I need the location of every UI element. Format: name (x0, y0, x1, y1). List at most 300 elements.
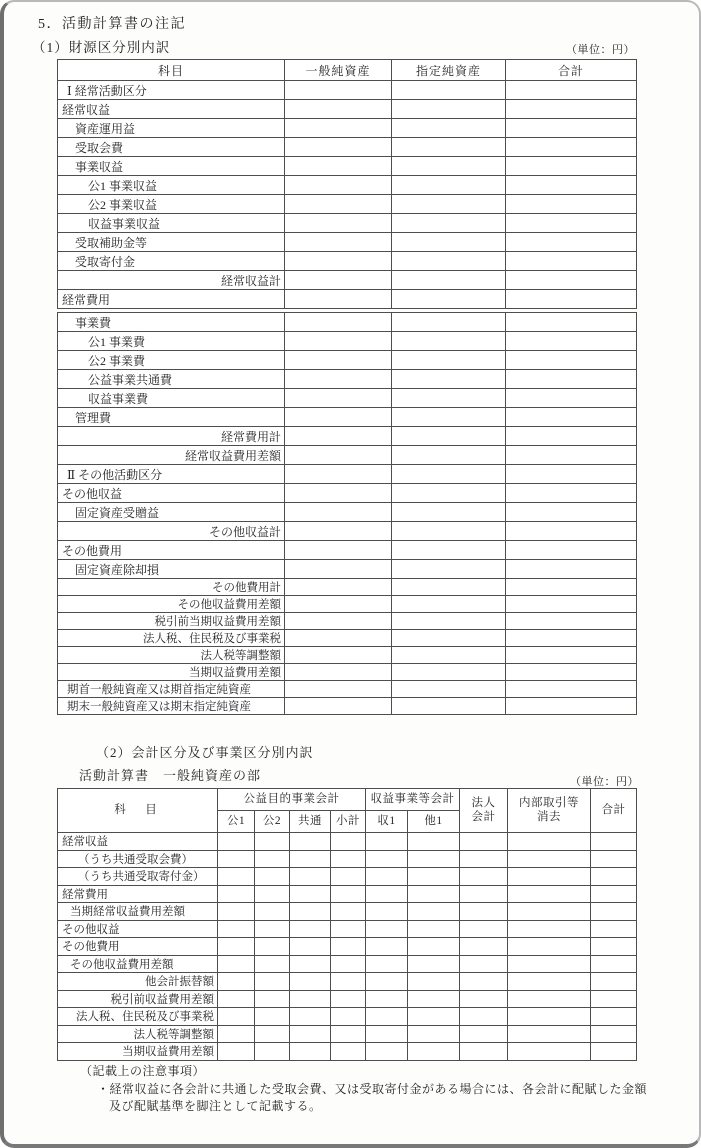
value-cell (290, 850, 331, 868)
value-cell (591, 955, 637, 973)
value-cell (392, 119, 506, 138)
value-cell (460, 990, 508, 1008)
value-cell (506, 503, 637, 522)
row-label: 固定資産受贈益 (58, 503, 285, 522)
value-cell (285, 541, 392, 560)
value-cell (506, 596, 637, 613)
value-cell (392, 560, 506, 579)
row-label: 受取補助金等 (58, 233, 285, 252)
value-cell (392, 664, 506, 681)
table-row (58, 990, 637, 1008)
row-label: その他収益計 (58, 522, 285, 541)
table-row (58, 885, 637, 903)
value-cell (460, 850, 508, 868)
value-cell (408, 903, 460, 921)
value-cell (506, 233, 637, 252)
value-cell (591, 1008, 637, 1026)
value-cell (392, 233, 506, 252)
row-label: Ⅱ その他活動区分 (58, 465, 285, 484)
value-cell (506, 389, 637, 408)
value-cell (285, 427, 392, 446)
value-cell (290, 868, 331, 886)
value-cell (366, 973, 408, 991)
table-row (58, 370, 637, 389)
table-row (58, 1025, 637, 1043)
value-cell (392, 332, 506, 351)
table-header-row-1 (58, 789, 637, 811)
value-cell (331, 990, 366, 1008)
value-cell (392, 408, 506, 427)
table-row (58, 596, 637, 613)
row-label: 経常費用 (58, 290, 285, 309)
group-header-profit-business: 収益事業等会計 (366, 789, 460, 811)
value-cell (392, 698, 506, 715)
value-cell (285, 252, 392, 271)
value-cell (285, 313, 392, 332)
value-cell (506, 100, 637, 119)
section2-heading: （2）会計区分及び事業区分別内訳 (96, 745, 314, 760)
row-label: 期末一般純資産又は期末指定純資産 (58, 698, 285, 715)
row-label: 経常収益費用差額 (58, 446, 285, 465)
col-header-subject: 科 目 (58, 789, 218, 833)
table-row (58, 920, 637, 938)
value-cell (285, 630, 392, 647)
table-row (58, 351, 637, 370)
value-cell (408, 938, 460, 956)
table-row (58, 503, 637, 522)
value-cell (285, 176, 392, 195)
value-cell (290, 1025, 331, 1043)
value-cell (392, 176, 506, 195)
value-cell (392, 100, 506, 119)
value-cell (591, 1025, 637, 1043)
value-cell (506, 465, 637, 484)
value-cell (255, 885, 290, 903)
value-cell (506, 579, 637, 596)
row-label: 資産運用益 (58, 119, 285, 138)
value-cell (508, 903, 591, 921)
row-label: 公1 事業収益 (58, 176, 285, 195)
table-row (58, 313, 637, 332)
table-row (58, 465, 637, 484)
row-label: 経常費用計 (58, 427, 285, 446)
value-cell (408, 920, 460, 938)
value-cell (506, 252, 637, 271)
col-header-designated-net-assets: 指定純資産 (392, 60, 506, 81)
value-cell (290, 885, 331, 903)
value-cell (506, 313, 637, 332)
statement-subtitle: 活動計算書 一般純資産の部 (79, 768, 262, 783)
value-cell (506, 290, 637, 309)
row-label: 収益事業費 (58, 389, 285, 408)
table-row (58, 1043, 637, 1061)
value-cell (392, 503, 506, 522)
value-cell (366, 850, 408, 868)
table-row (58, 630, 637, 647)
value-cell (218, 990, 255, 1008)
table-row (58, 868, 637, 886)
value-cell (290, 955, 331, 973)
value-cell (508, 955, 591, 973)
value-cell (460, 920, 508, 938)
value-cell (392, 484, 506, 503)
value-cell (331, 955, 366, 973)
value-cell (331, 920, 366, 938)
note-item: ・経常収益に各会計に共通した受取会費、又は受取寄付金がある場合には、各会計に配賦した金額及び配賦基準を脚注として記載する。 (97, 1082, 648, 1113)
value-cell (392, 313, 506, 332)
value-cell (366, 990, 408, 1008)
value-cell (506, 484, 637, 503)
value-cell (218, 833, 255, 851)
value-cell (285, 233, 392, 252)
row-label: 事業収益 (58, 157, 285, 176)
value-cell (508, 833, 591, 851)
table-row (58, 698, 637, 715)
value-cell (460, 885, 508, 903)
row-label: その他収益 (58, 484, 285, 503)
row-label: その他収益費用差額 (58, 955, 218, 973)
table-row (58, 955, 637, 973)
table-row (58, 427, 637, 446)
table-row (58, 138, 637, 157)
col-header-internal-elimination (508, 789, 591, 833)
value-cell (331, 1043, 366, 1061)
col-header-shu1: 収1 (366, 811, 408, 833)
corporate-account-line2: 会計 (471, 810, 496, 823)
value-cell (218, 920, 255, 938)
value-cell (285, 446, 392, 465)
value-cell (285, 647, 392, 664)
table-row (58, 100, 637, 119)
value-cell (392, 351, 506, 370)
value-cell (591, 885, 637, 903)
group-header-public-benefit: 公益目的事業会計 (218, 789, 366, 811)
table-row (58, 938, 637, 956)
value-cell (591, 938, 637, 956)
value-cell (591, 833, 637, 851)
value-cell (506, 446, 637, 465)
value-cell (408, 955, 460, 973)
value-cell (218, 868, 255, 886)
value-cell (218, 955, 255, 973)
value-cell (255, 938, 290, 956)
section1-unit-label: （単位：円） (566, 44, 635, 56)
value-cell (255, 920, 290, 938)
value-cell (366, 1043, 408, 1061)
value-cell (331, 973, 366, 991)
value-cell (506, 630, 637, 647)
table-row (58, 850, 637, 868)
value-cell (331, 850, 366, 868)
internal-elimination-line1: 内部取引等 (519, 797, 579, 810)
row-label: 経常収益計 (58, 271, 285, 290)
table-row (58, 484, 637, 503)
table-row (58, 271, 637, 290)
value-cell (392, 252, 506, 271)
value-cell (392, 630, 506, 647)
value-cell (285, 579, 392, 596)
value-cell (506, 119, 637, 138)
table-row (58, 647, 637, 664)
value-cell (460, 955, 508, 973)
value-cell (285, 195, 392, 214)
value-cell (285, 81, 392, 100)
value-cell (506, 195, 637, 214)
value-cell (392, 370, 506, 389)
value-cell (508, 973, 591, 991)
value-cell (290, 920, 331, 938)
table-row (58, 389, 637, 408)
value-cell (392, 271, 506, 290)
value-cell (285, 408, 392, 427)
value-cell (255, 868, 290, 886)
value-cell (392, 290, 506, 309)
value-cell (290, 938, 331, 956)
value-cell (331, 903, 366, 921)
row-label: 法人税、住民税及び事業税 (58, 630, 285, 647)
table-row (58, 408, 637, 427)
value-cell (508, 1008, 591, 1026)
col-header-ko1: 公1 (218, 811, 255, 833)
value-cell (408, 885, 460, 903)
account-division-breakdown-table (57, 788, 637, 1061)
value-cell (285, 332, 392, 351)
table-row (58, 541, 637, 560)
value-cell (290, 973, 331, 991)
value-cell (218, 973, 255, 991)
value-cell (460, 973, 508, 991)
value-cell (331, 885, 366, 903)
value-cell (285, 681, 392, 698)
value-cell (508, 885, 591, 903)
row-label: その他収益費用差額 (58, 596, 285, 613)
row-label: 当期収益費用差額 (58, 1043, 218, 1061)
table-row (58, 157, 637, 176)
value-cell (331, 938, 366, 956)
value-cell (591, 990, 637, 1008)
value-cell (218, 885, 255, 903)
row-label: 税引前収益費用差額 (58, 990, 218, 1008)
internal-elimination-line2: 消去 (537, 810, 561, 823)
value-cell (285, 484, 392, 503)
row-label: （うち共通受取寄付金） (58, 868, 218, 886)
value-cell (392, 681, 506, 698)
value-cell (591, 850, 637, 868)
value-cell (506, 351, 637, 370)
row-label: 当期収益費用差額 (58, 664, 285, 681)
value-cell (285, 157, 392, 176)
value-cell (255, 850, 290, 868)
row-label: 税引前当期収益費用差額 (58, 613, 285, 630)
col-header-total: 合計 (506, 60, 637, 81)
row-label: その他費用計 (58, 579, 285, 596)
table-row (58, 176, 637, 195)
value-cell (460, 1043, 508, 1061)
value-cell (285, 119, 392, 138)
table-row (58, 195, 637, 214)
value-cell (506, 522, 637, 541)
value-cell (366, 1008, 408, 1026)
table-row (58, 579, 637, 596)
value-cell (392, 522, 506, 541)
value-cell (255, 833, 290, 851)
row-label: 期首一般純資産又は期首指定純資産 (58, 681, 285, 698)
row-label: Ⅰ 経常活動区分 (58, 81, 285, 100)
row-label: 他会計振替額 (58, 973, 218, 991)
value-cell (255, 1008, 290, 1026)
value-cell (285, 290, 392, 309)
table-row (58, 560, 637, 579)
value-cell (506, 681, 637, 698)
value-cell (508, 990, 591, 1008)
value-cell (508, 1025, 591, 1043)
table-row (58, 290, 637, 309)
value-cell (506, 560, 637, 579)
value-cell (331, 868, 366, 886)
value-cell (392, 138, 506, 157)
value-cell (366, 1025, 408, 1043)
table-row (58, 681, 637, 698)
col-header-ko2: 公2 (255, 811, 290, 833)
row-label: 受取会費 (58, 138, 285, 157)
value-cell (218, 938, 255, 956)
table-row (58, 119, 637, 138)
row-label: 受取寄付金 (58, 252, 285, 271)
value-cell (508, 868, 591, 886)
value-cell (460, 868, 508, 886)
value-cell (366, 903, 408, 921)
corporate-account-line1: 法人 (471, 797, 496, 810)
row-label: 当期経常収益費用差額 (58, 903, 218, 921)
value-cell (408, 973, 460, 991)
value-cell (506, 176, 637, 195)
value-cell (408, 850, 460, 868)
row-label: 法人税、住民税及び事業税 (58, 1008, 218, 1026)
row-label: （うち共通受取会費） (58, 850, 218, 868)
row-label: 法人税等調整額 (58, 647, 285, 664)
table-row (58, 81, 637, 100)
value-cell (508, 850, 591, 868)
value-cell (255, 990, 290, 1008)
value-cell (392, 613, 506, 630)
value-cell (506, 81, 637, 100)
row-label: 公1 事業費 (58, 332, 285, 351)
value-cell (591, 920, 637, 938)
value-cell (506, 138, 637, 157)
value-cell (218, 1008, 255, 1026)
row-label: 管理費 (58, 408, 285, 427)
col-header-common: 共通 (290, 811, 331, 833)
value-cell (460, 1025, 508, 1043)
value-cell (285, 100, 392, 119)
value-cell (392, 541, 506, 560)
value-cell (392, 465, 506, 484)
row-label: その他収益 (58, 920, 218, 938)
value-cell (331, 1025, 366, 1043)
value-cell (506, 698, 637, 715)
row-label: 公2 事業収益 (58, 195, 285, 214)
value-cell (392, 157, 506, 176)
value-cell (392, 579, 506, 596)
table-row (58, 446, 637, 465)
value-cell (506, 214, 637, 233)
row-label: 公益事業共通費 (58, 370, 285, 389)
value-cell (506, 541, 637, 560)
value-cell (506, 271, 637, 290)
table-row (58, 252, 637, 271)
table-row (58, 233, 637, 252)
col-header-corporate-account (460, 789, 508, 833)
value-cell (506, 332, 637, 351)
value-cell (285, 214, 392, 233)
section2-unit-label: （単位：円） (570, 776, 639, 788)
table-row (58, 903, 637, 921)
value-cell (506, 157, 637, 176)
value-cell (366, 920, 408, 938)
value-cell (218, 850, 255, 868)
value-cell (285, 465, 392, 484)
table-row (58, 664, 637, 681)
table-row (58, 522, 637, 541)
col-header-general-net-assets: 一般純資産 (285, 60, 392, 81)
value-cell (591, 1043, 637, 1061)
row-label: 経常収益 (58, 833, 218, 851)
value-cell (290, 833, 331, 851)
value-cell (392, 446, 506, 465)
value-cell (460, 938, 508, 956)
value-cell (331, 1008, 366, 1026)
value-cell (506, 408, 637, 427)
table-header-row (58, 60, 637, 81)
table-row (58, 1008, 637, 1026)
col-header-ta1: 他1 (408, 811, 460, 833)
table-row (58, 332, 637, 351)
value-cell (255, 1025, 290, 1043)
row-label: 経常収益 (58, 100, 285, 119)
value-cell (392, 214, 506, 233)
row-label: 経常費用 (58, 885, 218, 903)
row-label: 事業費 (58, 313, 285, 332)
row-label: 固定資産除却損 (58, 560, 285, 579)
value-cell (408, 833, 460, 851)
value-cell (408, 1043, 460, 1061)
value-cell (218, 1043, 255, 1061)
col-header-total: 合計 (591, 789, 637, 833)
value-cell (285, 351, 392, 370)
value-cell (591, 973, 637, 991)
value-cell (366, 868, 408, 886)
row-label: その他費用 (58, 541, 285, 560)
value-cell (460, 903, 508, 921)
row-label: 法人税等調整額 (58, 1025, 218, 1043)
value-cell (290, 1043, 331, 1061)
value-cell (460, 1008, 508, 1026)
value-cell (366, 833, 408, 851)
value-cell (218, 1025, 255, 1043)
value-cell (506, 613, 637, 630)
value-cell (392, 596, 506, 613)
value-cell (255, 973, 290, 991)
value-cell (290, 990, 331, 1008)
value-cell (285, 389, 392, 408)
section1-heading: （1）財源区分別内訳 (32, 40, 171, 55)
value-cell (392, 647, 506, 664)
row-label: 公2 事業費 (58, 351, 285, 370)
value-cell (285, 370, 392, 389)
fund-breakdown-table-upper (57, 59, 637, 309)
fund-breakdown-table-lower (57, 312, 637, 715)
value-cell (506, 370, 637, 389)
